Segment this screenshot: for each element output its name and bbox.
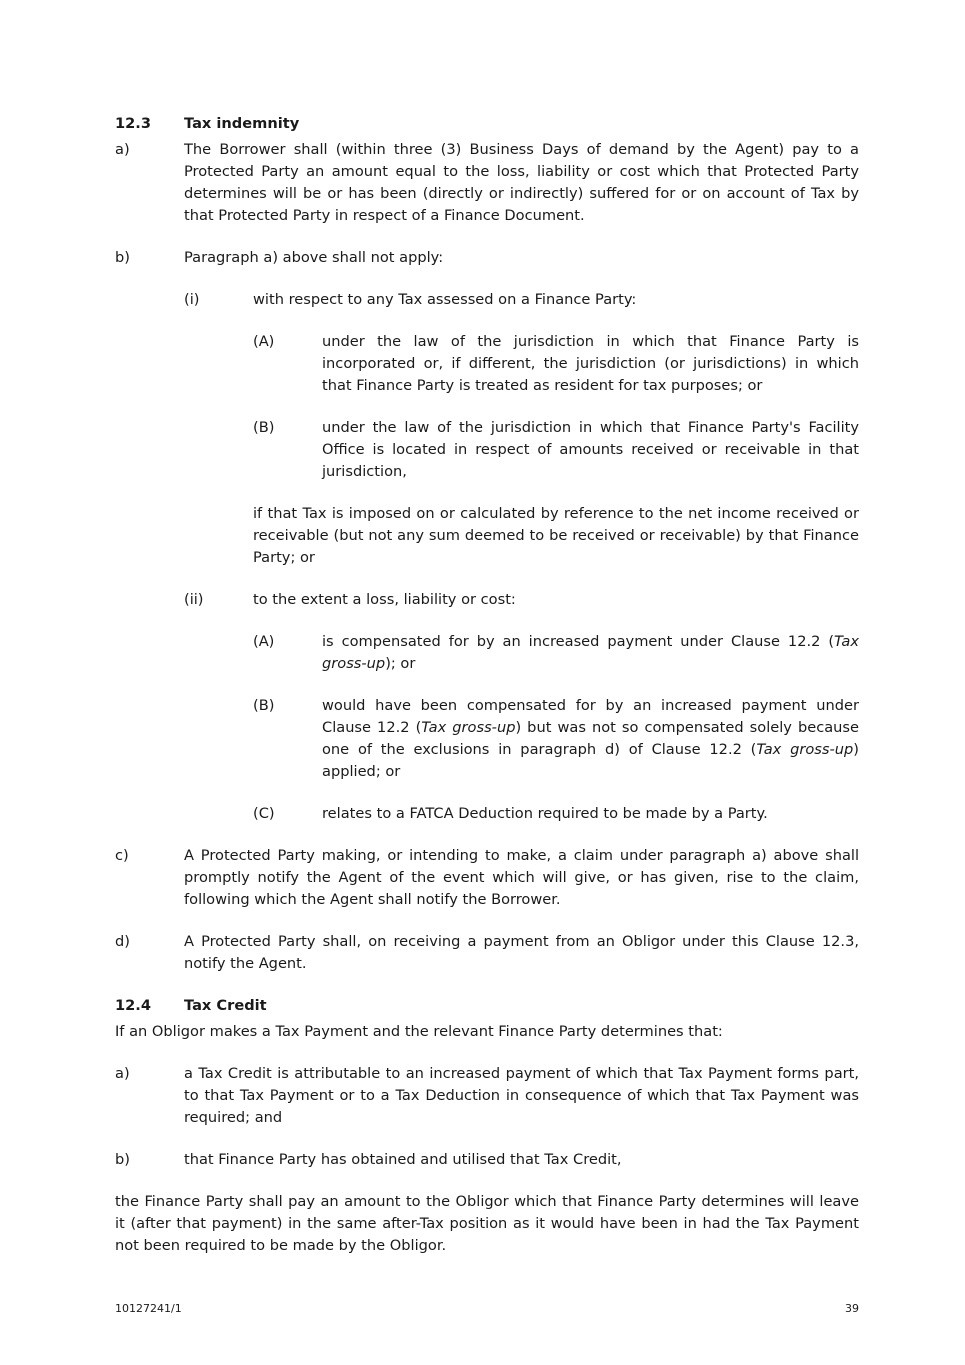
clause-label: (B) <box>253 419 275 436</box>
text-run: ) but was not so compensated solely because one of the exclusions in paragraph d) of Clause 12.2 ( <box>322 719 859 758</box>
clause-text <box>322 631 859 675</box>
text-run: ); or <box>385 655 416 672</box>
clause-text: A Protected Party shall, on receiving a payment from an Obligor under this Clause 12.3, notify the Agent. <box>184 933 859 972</box>
clause-label: b) <box>115 249 130 266</box>
clause-12-4-a <box>115 1063 859 1129</box>
section-heading-12-3 <box>115 113 859 135</box>
clause-label: a) <box>115 141 130 158</box>
clause-text: under the law of the jurisdiction in which that Finance Party is incorporated or, if different, the jurisdiction (or jurisdictions) in which that Finance Party is treated as resident for tax purposes; or <box>322 333 859 394</box>
clause-label: d) <box>115 933 130 950</box>
clause-12-3-b-ii-A <box>253 631 859 675</box>
clause-text: that Finance Party has obtained and utilised that Tax Credit, <box>184 1151 622 1168</box>
clause-text: The Borrower shall (within three (3) Business Days of demand by the Agent) pay to a Protected Party an amount equal to the loss, liability or cost which that Protected Party determines will be or has been (directly or indirectly) suffered for or on account of Tax by that Protected Party in respect of a Finance Document. <box>184 141 859 224</box>
document-reference: 10127241/1 <box>115 1302 182 1315</box>
clause-12-3-b-ii <box>184 589 859 611</box>
clause-label: b) <box>115 1151 130 1168</box>
clause-label: a) <box>115 1065 130 1082</box>
clause-12-3-a <box>115 139 859 227</box>
section-title: Tax Credit <box>184 997 267 1014</box>
clause-12-3-b <box>115 247 859 269</box>
clause-text <box>322 695 859 783</box>
clause-text: relates to a FATCA Deduction required to be made by a Party. <box>322 805 768 822</box>
page-footer <box>115 1302 859 1316</box>
clause-text: with respect to any Tax assessed on a Finance Party: <box>253 291 637 308</box>
clause-label: (A) <box>253 333 275 350</box>
clause-label: (i) <box>184 291 200 308</box>
clause-12-3-b-i-A <box>253 331 859 397</box>
clause-label: (A) <box>253 633 275 650</box>
clause-text: under the law of the jurisdiction in which that Finance Party's Facility Office is located in respect of amounts received or receivable in that jurisdiction, <box>322 419 859 480</box>
clause-label: c) <box>115 847 129 864</box>
clause-text: A Protected Party making, or intending to make, a claim under paragraph a) above shall promptly notify the Agent of the event which will give, or has given, rise to the claim, following which the Agent shall notify the Borrower. <box>184 847 859 908</box>
section-12-4-closing: the Finance Party shall pay an amount to the Obligor which that Finance Party determines will leave it (after that payment) in the same after-Tax position as it would have been in had the Tax Payment not been required to be made by the Obligor. <box>115 1193 859 1254</box>
clause-label: (C) <box>253 805 275 822</box>
clause-text: to the extent a loss, liability or cost: <box>253 591 516 608</box>
text-run: ) applied; or <box>322 741 859 780</box>
clause-label: (ii) <box>184 591 204 608</box>
section-heading-12-4 <box>115 995 859 1017</box>
page-content <box>115 113 859 1277</box>
italic-reference: Tax gross-up <box>421 719 516 736</box>
italic-reference: Tax gross-up <box>756 741 854 758</box>
section-title: Tax indemnity <box>184 115 300 132</box>
italic-reference: Tax gross-up <box>322 633 859 672</box>
clause-text: a Tax Credit is attributable to an increased payment of which that Tax Payment forms part, to that Tax Payment or to a Tax Deduction in consequence of which that Tax Payment was required; and <box>184 1065 859 1126</box>
section-number: 12.3 <box>115 115 152 132</box>
clause-12-3-b-i-B <box>253 417 859 483</box>
text-run: would have been compensated for by an increased payment under Clause 12.2 ( <box>322 697 859 736</box>
clause-12-4-b <box>115 1149 859 1171</box>
section-number: 12.4 <box>115 997 152 1014</box>
clause-12-3-b-ii-C <box>253 803 859 825</box>
clause-12-3-c <box>115 845 859 911</box>
clause-12-3-b-ii-B <box>253 695 859 783</box>
page-number: 39 <box>845 1302 859 1315</box>
clause-12-3-b-i-tail: if that Tax is imposed on or calculated by reference to the net income received or receivable (but not any sum deemed to be received or receivable) by that Finance Party; or <box>253 505 859 566</box>
clause-text: Paragraph a) above shall not apply: <box>184 249 444 266</box>
text-run: is compensated for by an increased payment under Clause 12.2 ( <box>322 633 835 650</box>
section-12-4-intro: If an Obligor makes a Tax Payment and the relevant Finance Party determines that: <box>115 1023 723 1040</box>
clause-label: (B) <box>253 697 275 714</box>
clause-12-3-b-i <box>184 289 859 311</box>
clause-12-3-d <box>115 931 859 975</box>
